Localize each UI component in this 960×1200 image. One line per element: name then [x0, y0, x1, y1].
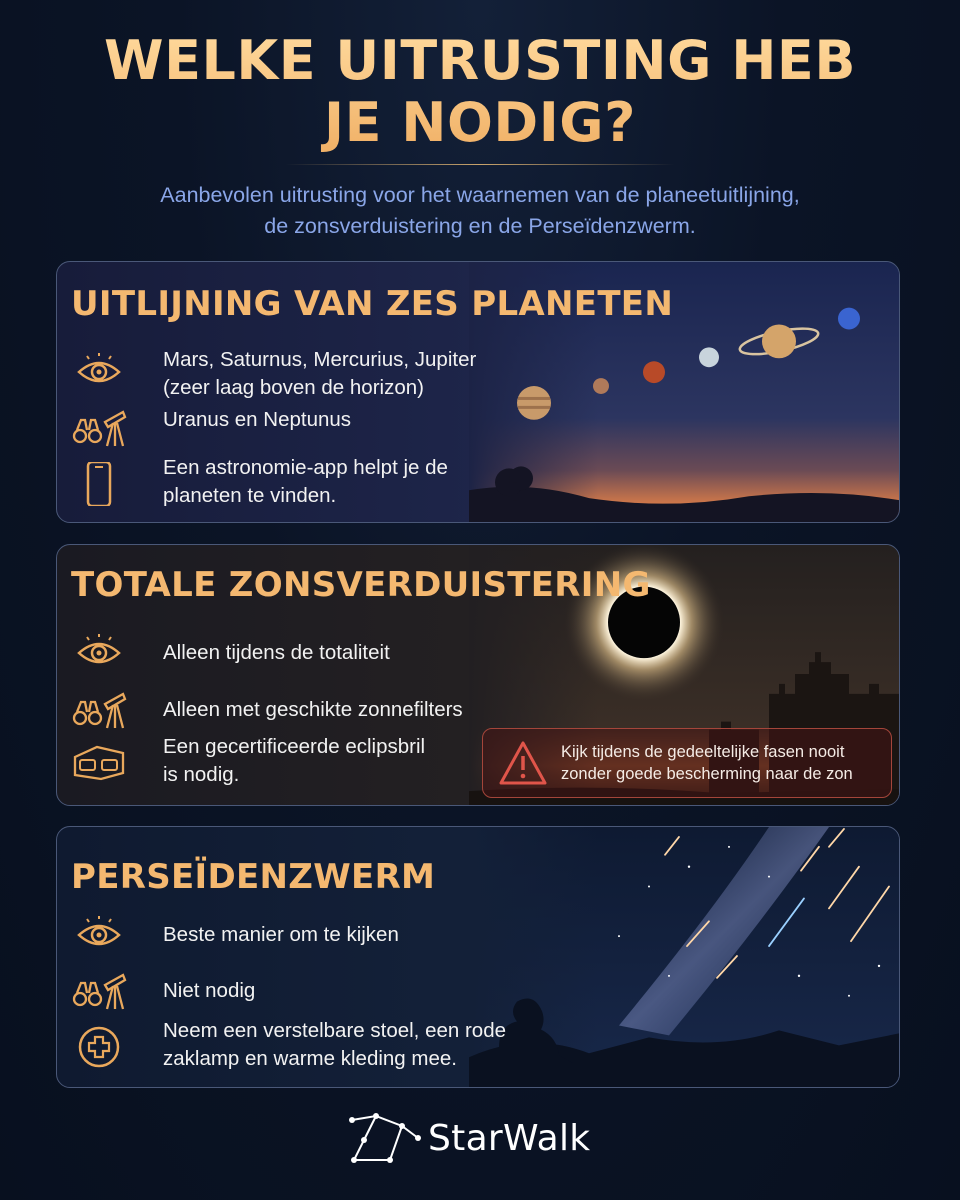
title-line-2: JE NODIG? — [324, 91, 636, 154]
list-item-text: Alleen met geschikte zonnefilters — [163, 698, 463, 721]
list-item-text: Uranus en Neptunus — [163, 408, 352, 431]
plus-circle-icon — [71, 1025, 127, 1069]
page-subtitle — [0, 180, 960, 242]
perseids-card — [56, 826, 900, 1088]
eclipse-glasses-icon — [71, 741, 127, 785]
list-item-text: Een gecertificeerde eclipsbril is nodig. — [163, 735, 426, 786]
binoculars-telescope-icon — [71, 406, 127, 450]
list-item-text: Alleen tijdens de totaliteit — [163, 641, 390, 664]
card-title: PERSEÏDENZWERM — [71, 857, 436, 897]
list-item-text: Mars, Saturnus, Mercurius, Jupiter (zeer laag boven de horizon) — [163, 348, 477, 399]
warning-text: Kijk tijdens de gedeeltelijke fasen nooit zonder goede bescherming naar de zon — [561, 743, 853, 783]
subtitle-line-1: Aanbevolen uitrusting voor het waarnemen van de planeetuitlijning, — [160, 183, 800, 207]
solar-eclipse-card — [56, 544, 900, 806]
binoculars-telescope-icon — [71, 969, 127, 1013]
title-line-1: WELKE UITRUSTING HEB — [104, 29, 856, 92]
warning-icon — [497, 739, 549, 787]
eye-icon — [71, 631, 127, 675]
eye-icon — [71, 350, 127, 394]
starwalk-logo — [346, 1108, 596, 1170]
list-item-text: Niet nodig — [163, 979, 256, 1002]
warning-callout — [482, 728, 892, 798]
eye-icon — [71, 913, 127, 957]
smartphone-icon — [71, 462, 127, 506]
card-title: TOTALE ZONSVERDUISTERING — [71, 565, 651, 605]
card-title: UITLIJNING VAN ZES PLANETEN — [71, 284, 674, 324]
list-item-text: Beste manier om te kijken — [163, 923, 399, 946]
binoculars-telescope-icon — [71, 688, 127, 732]
list-item-text: Een astronomie-app helpt je de planeten te vinden. — [163, 456, 448, 507]
brand-name: StarWalk — [428, 1118, 591, 1159]
perseids-illustration — [469, 827, 899, 1087]
page-title — [0, 30, 960, 154]
planet-alignment-card — [56, 261, 900, 523]
subtitle-line-2: de zonsverduistering en de Perseïdenzwerm. — [264, 214, 696, 238]
list-item-text: Neem een verstelbare stoel, een rode zaklamp en warme kleding mee. — [163, 1019, 507, 1070]
title-divider — [285, 164, 675, 165]
constellation-icon — [346, 1110, 422, 1166]
